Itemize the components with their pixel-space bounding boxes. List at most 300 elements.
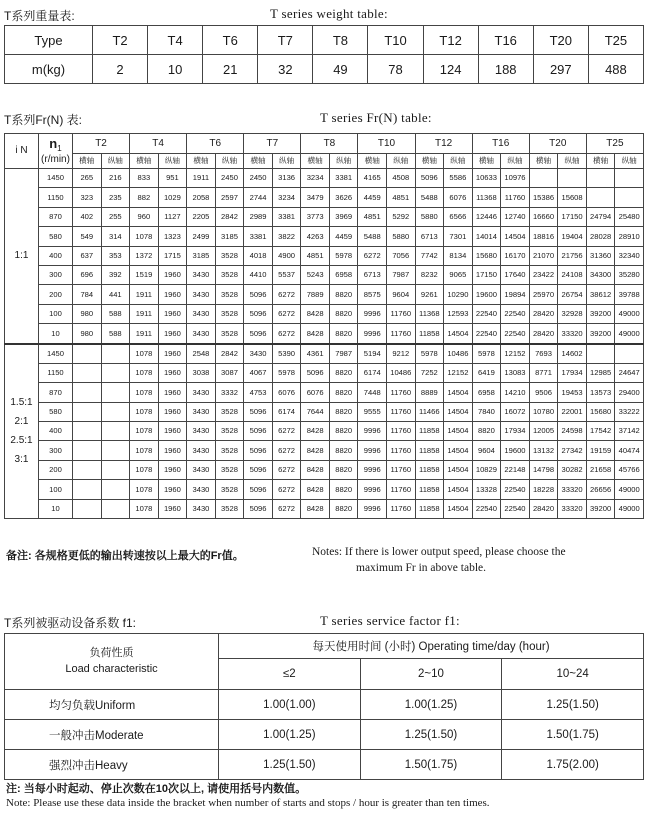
- fr-value-cell: 4018: [244, 246, 273, 265]
- fr-value-cell: 1960: [158, 265, 187, 284]
- fr-value-cell: 19894: [501, 285, 530, 304]
- fr-value-cell: 14504: [444, 402, 473, 421]
- fr-value-cell: [101, 480, 130, 499]
- fr-value-cell: 1911: [130, 324, 159, 344]
- fr-axis-horizontal: 横轴: [73, 154, 102, 169]
- fr-value-cell: 22540: [472, 304, 501, 323]
- fr-value-cell: 3822: [272, 227, 301, 246]
- weight-value-cell: 488: [588, 55, 643, 84]
- fr-value-cell: 6958: [329, 265, 358, 284]
- fr-value-cell: 10976: [501, 169, 530, 188]
- fr-value-cell: 2205: [187, 207, 216, 226]
- fr-value-cell: 3528: [215, 304, 244, 323]
- fr-value-cell: 28420: [529, 304, 558, 323]
- fr-value-cell: 6076: [301, 383, 330, 402]
- fr-value-cell: [101, 441, 130, 460]
- fr-value-cell: 216: [101, 169, 130, 188]
- fr-value-cell: 3185: [215, 227, 244, 246]
- service-row: [5, 750, 644, 780]
- service-table: [4, 633, 644, 780]
- fr-value-cell: 11760: [387, 499, 416, 518]
- fr-value-cell: 5586: [444, 169, 473, 188]
- service-factor-cell: 1.50(1.75): [502, 720, 644, 750]
- weight-value-row: [5, 55, 644, 84]
- fr-value-cell: 6713: [415, 227, 444, 246]
- fr-value-cell: 49000: [615, 304, 644, 323]
- fr-value-cell: 3528: [215, 460, 244, 479]
- fr-value-cell: 13132: [529, 441, 558, 460]
- fr-value-cell: 696: [73, 265, 102, 284]
- fr-value-cell: 6174: [272, 402, 301, 421]
- fr-value-cell: [615, 169, 644, 188]
- fr-value-cell: [101, 422, 130, 441]
- fr-ratio-multi: [5, 344, 39, 519]
- fr-value-cell: 3528: [215, 285, 244, 304]
- fr-value-cell: 4165: [358, 169, 387, 188]
- fr-speed-cell: 300: [39, 265, 73, 284]
- weight-type-cell: T20: [533, 26, 588, 55]
- fr-value-cell: 5537: [272, 265, 301, 284]
- fr-value-cell: 1078: [130, 227, 159, 246]
- fr-value-cell: 8820: [329, 285, 358, 304]
- fr-axis-vertical: 纵轴: [329, 154, 358, 169]
- fr-type-header: T7: [244, 134, 301, 154]
- fr-value-cell: 26754: [558, 285, 587, 304]
- fr-value-cell: 3528: [215, 499, 244, 518]
- fr-value-cell: 8820: [329, 383, 358, 402]
- fr-type-header: T8: [301, 134, 358, 154]
- fr-value-cell: 2450: [215, 169, 244, 188]
- service-row: [5, 720, 644, 750]
- weight-value-cell: 49: [313, 55, 368, 84]
- weight-value-cell: 124: [423, 55, 478, 84]
- load-cn: 负荷性质: [89, 647, 134, 660]
- fr-value-cell: 5243: [301, 265, 330, 284]
- fr-value-cell: 960: [130, 207, 159, 226]
- fr-data-row: [5, 460, 644, 479]
- fr-value-cell: 323: [73, 188, 102, 207]
- fr-value-cell: 22148: [501, 460, 530, 479]
- fr-speed-cell: 10: [39, 499, 73, 518]
- fr-value-cell: 33222: [615, 402, 644, 421]
- fr-value-cell: 6566: [444, 207, 473, 226]
- fr-ratio-line: 2.5:1: [10, 435, 33, 447]
- fr-speed-cell: 870: [39, 207, 73, 226]
- fr-value-cell: 3430: [187, 499, 216, 518]
- fr-value-cell: [529, 169, 558, 188]
- fr-value-cell: 9212: [387, 344, 416, 364]
- weight-type-cell: T12: [423, 26, 478, 55]
- fr-data-row: [5, 441, 644, 460]
- fr-value-cell: 11760: [387, 441, 416, 460]
- fr-value-cell: 10290: [444, 285, 473, 304]
- fr-value-cell: 39788: [615, 285, 644, 304]
- fr-value-cell: 11760: [387, 383, 416, 402]
- fr-value-cell: 2499: [187, 227, 216, 246]
- fr-value-cell: 32340: [615, 246, 644, 265]
- fr-axis-vertical: 纵轴: [615, 154, 644, 169]
- fr-value-cell: 353: [101, 246, 130, 265]
- fr-value-cell: 4067: [244, 363, 273, 382]
- fr-title-en: T series Fr(N) table:: [320, 110, 432, 125]
- service-header-row-1: [5, 634, 644, 659]
- fr-value-cell: 17640: [501, 265, 530, 284]
- fr-title-cn: T系列Fr(N) 表:: [4, 113, 82, 127]
- fr-value-cell: [73, 460, 102, 479]
- weight-type-cell: T7: [258, 26, 313, 55]
- fr-value-cell: 16072: [501, 402, 530, 421]
- fr-note-cn: 备注: 各规格更低的输出转速按以上最大的Fr值。: [6, 550, 244, 562]
- fr-value-cell: 12740: [501, 207, 530, 226]
- fr-value-cell: 3185: [187, 246, 216, 265]
- fr-value-cell: 22540: [472, 324, 501, 344]
- fr-value-cell: [101, 363, 130, 382]
- fr-value-cell: 13328: [472, 480, 501, 499]
- fr-value-cell: 6076: [444, 188, 473, 207]
- fr-value-cell: 9996: [358, 499, 387, 518]
- weight-title-en: T series weight table:: [270, 6, 388, 21]
- fr-speed-cell: 1150: [39, 188, 73, 207]
- fr-value-cell: 11466: [415, 402, 444, 421]
- fr-value-cell: 28028: [586, 227, 615, 246]
- fr-value-cell: [101, 383, 130, 402]
- fr-speed-cell: 200: [39, 460, 73, 479]
- fr-axis-horizontal: 横轴: [586, 154, 615, 169]
- fr-value-cell: 33320: [558, 324, 587, 344]
- fr-value-cell: 17934: [558, 363, 587, 382]
- fr-value-cell: 1372: [130, 246, 159, 265]
- fr-value-cell: 6272: [272, 304, 301, 323]
- fr-value-cell: 2597: [215, 188, 244, 207]
- fr-value-cell: 17542: [586, 422, 615, 441]
- fr-value-cell: 2058: [187, 188, 216, 207]
- fr-value-cell: 5978: [415, 344, 444, 364]
- service-time-column: ≤2: [219, 659, 361, 690]
- fr-value-cell: 30282: [558, 460, 587, 479]
- fr-value-cell: 17150: [558, 207, 587, 226]
- weight-value-cell: 188: [478, 55, 533, 84]
- fr-value-cell: 4263: [301, 227, 330, 246]
- fr-value-cell: 4851: [301, 246, 330, 265]
- fr-value-cell: 49000: [615, 480, 644, 499]
- fr-value-cell: 17150: [472, 265, 501, 284]
- fr-axis-vertical: 纵轴: [444, 154, 473, 169]
- fr-value-cell: 1078: [130, 383, 159, 402]
- load-en: Load characteristic: [65, 662, 158, 675]
- fr-value-cell: 11368: [415, 304, 444, 323]
- fr-value-cell: 8889: [415, 383, 444, 402]
- fr-data-row: [5, 188, 644, 207]
- fr-data-row: [5, 285, 644, 304]
- fr-value-cell: 5096: [244, 499, 273, 518]
- fr-value-cell: 549: [73, 227, 102, 246]
- fr-value-cell: 7987: [329, 344, 358, 364]
- fr-type-header: T20: [529, 134, 586, 154]
- fr-value-cell: 10780: [529, 402, 558, 421]
- fr-note-en-2: maximum Fr in above table.: [356, 562, 486, 574]
- service-factor-cell: 1.50(1.75): [360, 750, 502, 780]
- fr-value-cell: 12593: [444, 304, 473, 323]
- fr-value-cell: 9996: [358, 422, 387, 441]
- fr-value-cell: 402: [73, 207, 102, 226]
- fr-data-row: [5, 480, 644, 499]
- fr-value-cell: 5096: [301, 363, 330, 382]
- fr-value-cell: 637: [73, 246, 102, 265]
- fr-value-cell: [615, 344, 644, 364]
- fr-value-cell: 12152: [501, 344, 530, 364]
- fr-value-cell: 1078: [130, 480, 159, 499]
- fr-value-cell: 21756: [558, 246, 587, 265]
- service-factor-cell: 1.25(1.50): [360, 720, 502, 750]
- fr-value-cell: 19600: [501, 441, 530, 460]
- fr-data-row: [5, 363, 644, 382]
- fr-value-cell: 19159: [586, 441, 615, 460]
- fr-value-cell: 11858: [415, 460, 444, 479]
- fr-value-cell: 9506: [529, 383, 558, 402]
- fr-value-cell: 5096: [244, 480, 273, 499]
- fr-value-cell: 11760: [387, 304, 416, 323]
- fr-speed-cell: 1450: [39, 169, 73, 188]
- fr-value-cell: 27342: [558, 441, 587, 460]
- fr-value-cell: 11760: [387, 480, 416, 499]
- service-title-cn: T系列被驱动设备系数 f1:: [4, 616, 137, 630]
- fr-value-cell: 9996: [358, 480, 387, 499]
- fr-value-cell: 3430: [187, 324, 216, 344]
- fr-value-cell: 3528: [215, 246, 244, 265]
- fr-value-cell: 8820: [472, 422, 501, 441]
- fr-value-cell: 4753: [244, 383, 273, 402]
- fr-speed-cell: 580: [39, 402, 73, 421]
- fr-value-cell: 3381: [329, 169, 358, 188]
- fr-value-cell: 6174: [358, 363, 387, 382]
- fr-value-cell: 8232: [415, 265, 444, 284]
- fr-value-cell: 5096: [244, 304, 273, 323]
- fr-value-cell: 40474: [615, 441, 644, 460]
- fr-value-cell: 1078: [130, 344, 159, 364]
- fr-data-row: [5, 246, 644, 265]
- fr-value-cell: 9996: [358, 460, 387, 479]
- fr-value-cell: 1960: [158, 460, 187, 479]
- fr-value-cell: 4459: [329, 227, 358, 246]
- weight-table: [4, 25, 644, 84]
- fr-axis-horizontal: 横轴: [415, 154, 444, 169]
- fr-value-cell: 14504: [444, 480, 473, 499]
- fr-value-cell: 951: [158, 169, 187, 188]
- fr-value-cell: 3087: [215, 363, 244, 382]
- fr-value-cell: 25480: [615, 207, 644, 226]
- fr-value-cell: 6272: [358, 246, 387, 265]
- fr-speed-cell: 1150: [39, 363, 73, 382]
- weight-type-cell: T16: [478, 26, 533, 55]
- fr-value-cell: [73, 441, 102, 460]
- service-note-en: Note: Please use these data inside the bracket when number of starts and stops / hour is greater than ten times.: [6, 797, 490, 809]
- fr-value-cell: 22540: [501, 499, 530, 518]
- fr-axis-horizontal: 横轴: [529, 154, 558, 169]
- fr-value-cell: 8428: [301, 422, 330, 441]
- fr-table: [4, 133, 644, 519]
- fr-value-cell: 392: [101, 265, 130, 284]
- n1-unit: (r/min): [41, 153, 70, 165]
- fr-value-cell: 7301: [444, 227, 473, 246]
- fr-value-cell: 15680: [472, 246, 501, 265]
- fr-value-cell: 24647: [615, 363, 644, 382]
- fr-value-cell: 49000: [615, 324, 644, 344]
- fr-value-cell: 9261: [415, 285, 444, 304]
- fr-value-cell: 19453: [558, 383, 587, 402]
- fr-axis-vertical: 纵轴: [215, 154, 244, 169]
- service-time-column: 10~24: [502, 659, 644, 690]
- fr-axis-horizontal: 横轴: [301, 154, 330, 169]
- fr-value-cell: 15386: [529, 188, 558, 207]
- fr-value-cell: 3234: [272, 188, 301, 207]
- fr-value-cell: 3430: [187, 304, 216, 323]
- weight-value-cell: 78: [368, 55, 423, 84]
- fr-value-cell: 1960: [158, 363, 187, 382]
- fr-value-cell: 5096: [244, 402, 273, 421]
- fr-value-cell: 9996: [358, 324, 387, 344]
- fr-value-cell: 3430: [187, 422, 216, 441]
- fr-value-cell: 8820: [329, 304, 358, 323]
- fr-value-cell: 3136: [272, 169, 301, 188]
- fr-type-header: T10: [358, 134, 415, 154]
- fr-axis-horizontal: 横轴: [130, 154, 159, 169]
- fr-value-cell: 2548: [187, 344, 216, 364]
- fr-value-cell: 13083: [501, 363, 530, 382]
- fr-value-cell: 6272: [272, 422, 301, 441]
- weight-value-cell: 21: [203, 55, 258, 84]
- fr-value-cell: 7987: [387, 265, 416, 284]
- fr-speed-cell: 300: [39, 441, 73, 460]
- fr-ratio-header: i N: [5, 134, 39, 169]
- service-note-cn: 注: 当每小时起动、停止次数在10次以上, 请使用括号内数值。: [6, 783, 307, 795]
- fr-value-cell: 3773: [301, 207, 330, 226]
- service-row: [5, 690, 644, 720]
- fr-value-cell: 14504: [444, 499, 473, 518]
- fr-data-row: [5, 324, 644, 344]
- fr-value-cell: 784: [73, 285, 102, 304]
- fr-value-cell: 13573: [586, 383, 615, 402]
- fr-value-cell: 11760: [501, 188, 530, 207]
- service-factor-cell: 1.25(1.50): [502, 690, 644, 720]
- fr-value-cell: 1911: [130, 285, 159, 304]
- fr-value-cell: [73, 422, 102, 441]
- fr-value-cell: [101, 460, 130, 479]
- fr-value-cell: [558, 169, 587, 188]
- service-load-label: 一般冲击Moderate: [5, 720, 219, 750]
- fr-speed-header: [39, 134, 73, 169]
- fr-value-cell: 3430: [187, 460, 216, 479]
- fr-value-cell: 33320: [558, 480, 587, 499]
- fr-type-header: T25: [586, 134, 643, 154]
- fr-value-cell: 833: [130, 169, 159, 188]
- fr-value-cell: 21070: [529, 246, 558, 265]
- fr-value-cell: [586, 344, 615, 364]
- fr-value-cell: 6272: [272, 460, 301, 479]
- fr-value-cell: [73, 344, 102, 364]
- fr-value-cell: 3626: [329, 188, 358, 207]
- fr-value-cell: [73, 383, 102, 402]
- fr-value-cell: 5096: [244, 422, 273, 441]
- fr-value-cell: 265: [73, 169, 102, 188]
- fr-value-cell: 980: [73, 324, 102, 344]
- fr-value-cell: 3528: [215, 441, 244, 460]
- fr-value-cell: 22001: [558, 402, 587, 421]
- fr-header-row-1: [5, 134, 644, 154]
- fr-value-cell: 22540: [472, 499, 501, 518]
- fr-value-cell: 2842: [215, 207, 244, 226]
- fr-value-cell: 15680: [586, 402, 615, 421]
- fr-value-cell: 14504: [444, 441, 473, 460]
- fr-value-cell: 8820: [329, 324, 358, 344]
- fr-value-cell: 8820: [329, 480, 358, 499]
- fr-value-cell: 5390: [272, 344, 301, 364]
- fr-value-cell: 3381: [244, 227, 273, 246]
- fr-type-header: T6: [187, 134, 244, 154]
- fr-value-cell: 49000: [615, 499, 644, 518]
- fr-value-cell: 3430: [187, 402, 216, 421]
- fr-value-cell: 3528: [215, 324, 244, 344]
- fr-value-cell: 39200: [586, 304, 615, 323]
- n1-subscript: 1: [57, 143, 62, 154]
- fr-value-cell: 14210: [501, 383, 530, 402]
- fr-value-cell: 3038: [187, 363, 216, 382]
- fr-value-cell: 19600: [472, 285, 501, 304]
- fr-value-cell: 5096: [244, 460, 273, 479]
- fr-speed-cell: 870: [39, 383, 73, 402]
- fr-data-row: [5, 304, 644, 323]
- fr-value-cell: 5292: [387, 207, 416, 226]
- fr-axis-vertical: 纵轴: [158, 154, 187, 169]
- fr-value-cell: 9996: [358, 441, 387, 460]
- fr-value-cell: 3381: [272, 207, 301, 226]
- fr-value-cell: 6272: [272, 324, 301, 344]
- fr-value-cell: 1960: [158, 324, 187, 344]
- fr-axis-horizontal: 横轴: [472, 154, 501, 169]
- weight-value-cell: 32: [258, 55, 313, 84]
- fr-value-cell: 1715: [158, 246, 187, 265]
- weight-value-cell: 2: [93, 55, 148, 84]
- fr-value-cell: 9604: [472, 441, 501, 460]
- fr-value-cell: 3430: [187, 383, 216, 402]
- fr-value-cell: 6272: [272, 441, 301, 460]
- fr-value-cell: 11760: [387, 324, 416, 344]
- fr-value-cell: 441: [101, 285, 130, 304]
- fr-value-cell: 1960: [158, 499, 187, 518]
- fr-value-cell: 28420: [529, 324, 558, 344]
- fr-ratio-line: 3:1: [14, 454, 29, 466]
- service-factor-cell: 1.00(1.25): [219, 720, 361, 750]
- fr-value-cell: 24108: [558, 265, 587, 284]
- fr-value-cell: 8820: [329, 460, 358, 479]
- fr-value-cell: 1323: [158, 227, 187, 246]
- fr-value-cell: 45766: [615, 460, 644, 479]
- fr-value-cell: 11858: [415, 499, 444, 518]
- fr-value-cell: 882: [130, 188, 159, 207]
- fr-value-cell: 7448: [358, 383, 387, 402]
- fr-value-cell: [101, 344, 130, 364]
- fr-value-cell: 16170: [501, 246, 530, 265]
- fr-value-cell: 4851: [387, 188, 416, 207]
- fr-value-cell: 5096: [244, 324, 273, 344]
- fr-value-cell: 5194: [358, 344, 387, 364]
- fr-value-cell: 8428: [301, 441, 330, 460]
- fr-value-cell: 980: [73, 304, 102, 323]
- fr-speed-cell: 580: [39, 227, 73, 246]
- fr-value-cell: 22540: [501, 304, 530, 323]
- fr-value-cell: 33320: [558, 499, 587, 518]
- fr-value-cell: 8575: [358, 285, 387, 304]
- fr-value-cell: 1519: [130, 265, 159, 284]
